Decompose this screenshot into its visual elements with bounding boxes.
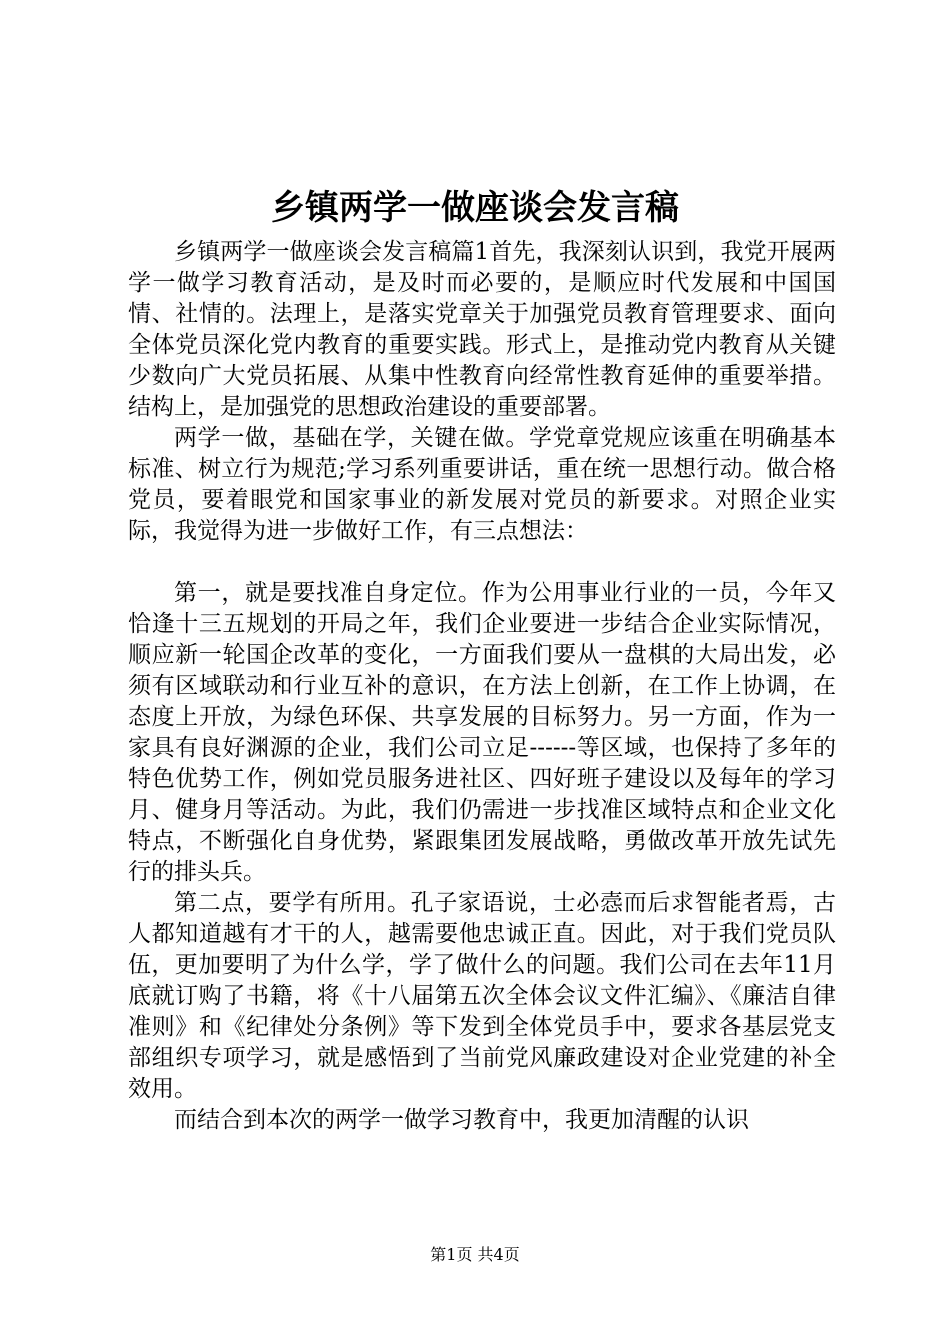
document-body: [128, 237, 836, 1136]
paragraph-1: 乡镇两学一做座谈会发言稿篇1首先，我深刻认识到，我党开展两学一做学习教育活动，是及时而必要的，是顺应时代发展和中国国情、社情的。法理上，是落实党章关于加强党员教育管理要求、面向全体党员深化党内教育的重要实践。形式上，是推动党内教育从关键少数向广大党员拓展、从集中性教育向经常性教育延伸的重要举措。结构上，是加强党的思想政治建设的重要部署。: [128, 239, 836, 420]
paragraph-2: 两学一做，基础在学，关键在做。学党章党规应该重在明确基本标准、树立行为规范;学习系列重要讲话，重在统一思想行动。做合格党员，要着眼党和国家事业的新发展对党员的新要求。对照企业实际，我觉得为进一步做好工作，有三点想法：: [128, 425, 836, 544]
document-title: 乡镇两学一做座谈会发言稿: [271, 188, 679, 228]
paragraph-gap: [128, 547, 836, 578]
paragraph-3: 第一，就是要找准自身定位。作为公用事业行业的一员，今年又恰逢十三五规划的开局之年，我们企业要进一步结合企业实际情况，顺应新一轮国企改革的变化，一方面我们要从一盘棋的大局出发，必须有区域联动和行业互补的意识，在方法上创新，在工作上协调，在态度上开放，为绿色环保、共享发展的目标努力。另一方面，作为一家具有良好渊源的企业，我们公司立足------等区域，也保持了多年的特色优势工作，例如党员服务进社区、四好班子建设以及每年的学习月、健身月等活动。为此，我们仍需进一步找准区域特点和企业文化特点，不断强化自身优势，紧跟集团发展战略，勇做改革开放先试先行的排头兵。: [128, 580, 836, 885]
paragraph-5: 而结合到本次的两学一做学习教育中，我更加清醒的认识: [174, 1107, 749, 1133]
paragraph-4: 第二点，要学有所用。孔子家语说，士必悫而后求智能者焉，古人都知道越有才干的人，越需要他忠诚正直。因此，对于我们党员队伍，更加要明了为什么学，学了做什么的问题。我们公司在去年11月底就订购了书籍，将《十八届第五次全体会议文件汇编》、《廉洁自律准则》和《纪律处分条例》等下发到全体党员手中，要求各基层党支部组织专项学习，就是感悟到了当前党风廉政建设对企业党建的补全效用。: [128, 890, 836, 1102]
page-footer: 第1页 共4页: [430, 1245, 520, 1264]
